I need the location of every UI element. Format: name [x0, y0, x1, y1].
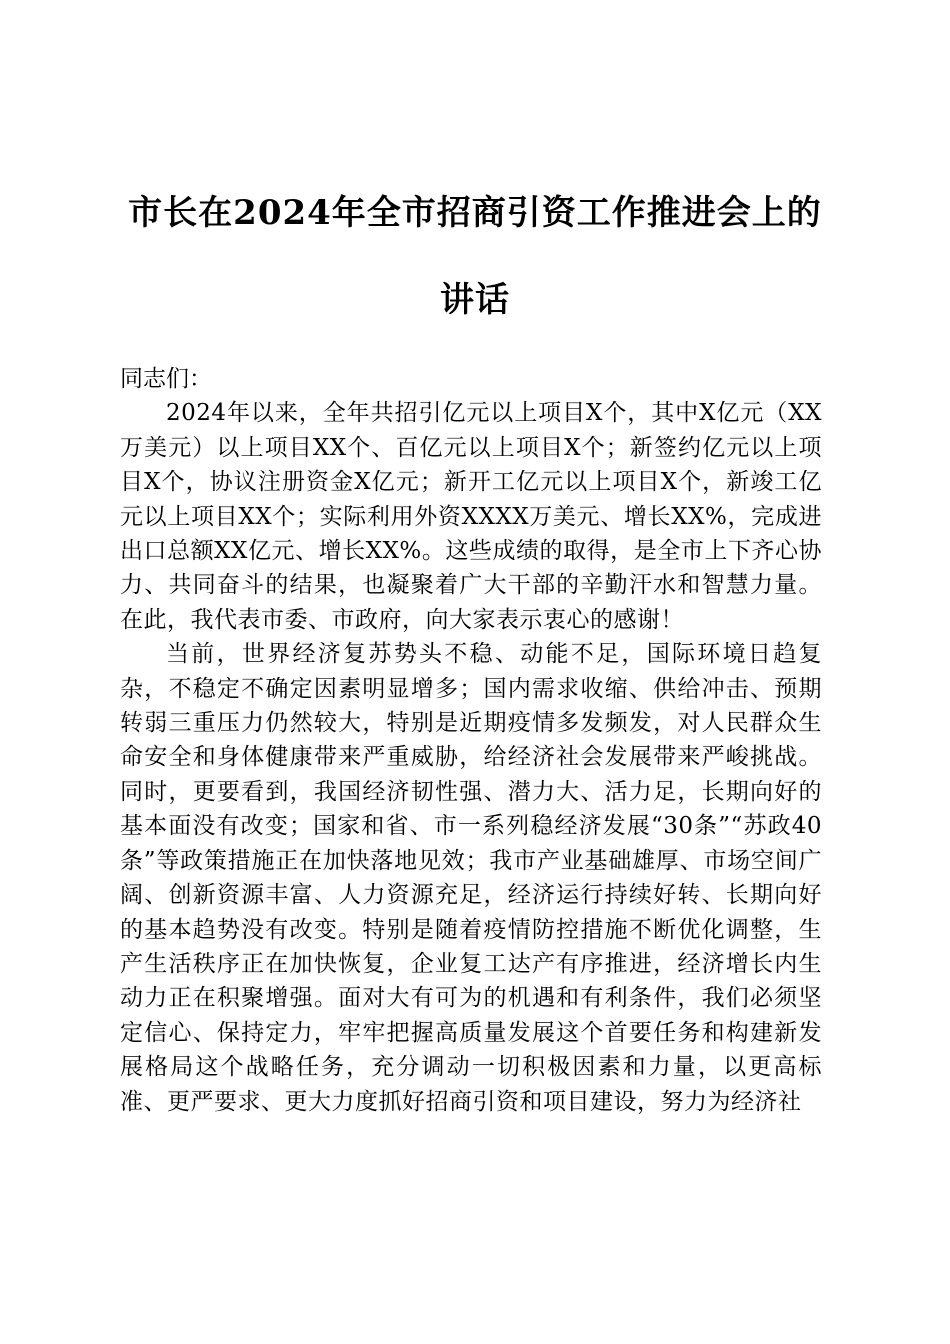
title-line-1: 市长在2024年全市招商引资工作推进会上的: [128, 193, 822, 233]
title-line-2: 讲话: [440, 280, 510, 320]
document-title: [100, 170, 850, 344]
paragraph-situation: 当前，世界经济复苏势头不稳、动能不足，国际环境日趋复杂，不稳定不确定因素明显增多；国内需求收缩、供给冲击、预期转弱三重压力仍然较大，特别是近期疫情多发频发，对人民群众生命安全和身体健康带来严重威胁，给经济社会发展带来严峻挑战。同时，更要看到，我国经济韧性强、潜力大、活力足，长期向好的基本面没有改变；国家和省、市一系列稳经济发展“30条”“苏政40条”等政策措施正在加快落地见效；我市产业基础雄厚、市场空间广阔、创新资源丰富、人力资源充足，经济运行持续好转、长期向好的基本趋势没有改变。特别是随着疫情防控措施不断优化调整，生产生活秩序正在加快恢复，企业复工达产有序推进，经济增长内生动力正在积聚增强。面对大有可为的机遇和有利条件，我们必须坚定信心、保持定力，牢牢把握高质量发展这个首要任务和构建新发展格局这个战略任务，充分调动一切积极因素和力量，以更高标准、更严要求、更大力度抓好招商引资和项目建设，努力为经济社: [120, 641, 822, 1115]
paragraph-achievements: 2024年以来，全年共招引亿元以上项目X个，其中X亿元（XX万美元）以上项目XX个、百亿元以上项目X个；新签约亿元以上项目X个，协议注册资金X亿元；新开工亿元以上项目X个，新竣工亿元以上项目XX个；实际利用外资XXXX万美元、增长XX%，完成进出口总额XX亿元、增长XX%。这些成绩的取得，是全市上下齐心协力、共同奋斗的结果，也凝聚着广大干部的辛勤汗水和智慧力量。在此，我代表市委、市政府，向大家表示衷心的感谢！: [120, 400, 822, 633]
salutation: 同志们：: [120, 366, 212, 392]
document-body: [120, 362, 822, 1119]
